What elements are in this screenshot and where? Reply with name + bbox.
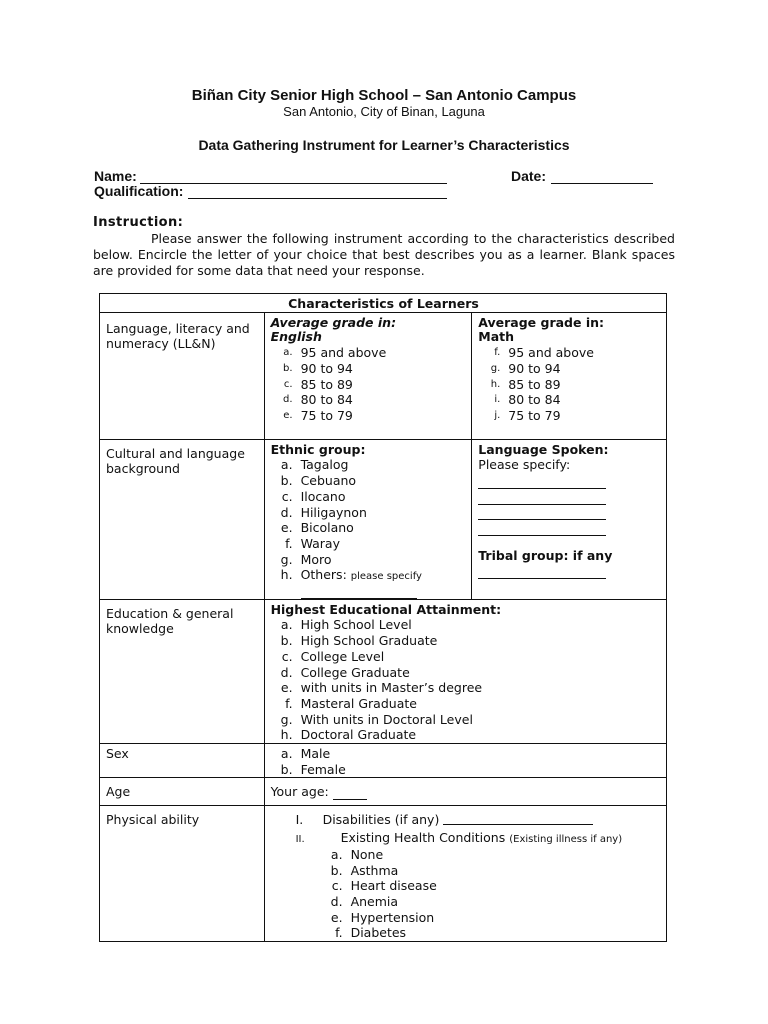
option-letter: b. [330, 862, 343, 878]
option-text: 75 to 79 [300, 407, 353, 423]
option-letter: e. [283, 409, 293, 421]
list-item[interactable] [271, 457, 467, 473]
option-letter: g. [280, 711, 293, 727]
list-item[interactable] [271, 633, 661, 649]
list-item[interactable] [321, 894, 661, 910]
english-heading-line2: English [270, 329, 322, 345]
ethnic-heading: Ethnic group: [270, 441, 366, 457]
option-letter: g. [280, 551, 293, 567]
education-label-text: Education & general knowledge [106, 605, 234, 637]
list-item[interactable] [271, 536, 467, 552]
disabilities-field[interactable] [443, 812, 593, 825]
culture-label [100, 439, 265, 599]
option-letter: e. [280, 520, 293, 536]
disabilities-label: Disabilities (if any) [322, 812, 440, 828]
others-text: Others: [300, 567, 347, 583]
language-heading: Language Spoken: [478, 441, 609, 457]
qualification-label: Qualification: [94, 183, 184, 199]
instruction-paragraph [93, 231, 675, 279]
option-letter: d. [280, 504, 293, 520]
list-item[interactable] [478, 392, 661, 408]
language-field-1[interactable] [478, 476, 606, 489]
option-text: Tagalog [300, 457, 349, 473]
language-specify-label: Please specify: [478, 457, 571, 473]
list-item[interactable] [321, 878, 661, 894]
list-item[interactable] [271, 617, 661, 633]
health-options [271, 847, 661, 941]
list-item[interactable] [321, 863, 661, 879]
option-text: Anemia [350, 893, 399, 909]
others-specify-text: please specify [350, 571, 422, 583]
option-letter: e. [330, 909, 343, 925]
physical-label-text: Physical ability [106, 812, 200, 828]
option-text: 80 to 84 [300, 392, 353, 408]
option-text: None [350, 846, 384, 862]
option-text: Hypertension [350, 909, 435, 925]
option-text: High School Graduate [300, 633, 438, 649]
option-letter: a. [280, 457, 293, 473]
age-label-text: Age [106, 784, 131, 800]
date-label: Date: [511, 168, 547, 184]
option-letter: f. [285, 695, 293, 711]
culture-label-text: Cultural and language background [106, 445, 245, 477]
option-letter: d. [330, 893, 343, 909]
option-letter: f. [285, 535, 293, 551]
option-text: 85 to 89 [508, 376, 561, 392]
option-text: 75 to 79 [508, 407, 561, 423]
education-heading: Highest Educational Attainment: [270, 601, 502, 617]
option-text: with units in Master’s degree [300, 680, 483, 696]
list-item[interactable] [478, 408, 661, 424]
option-text: With units in Doctoral Level [300, 711, 473, 727]
list-item[interactable] [271, 489, 467, 505]
option-letter: b. [280, 761, 293, 777]
option-text: College Graduate [300, 664, 410, 680]
option-text: 95 and above [508, 345, 594, 361]
health-conditions-note: (Existing illness if any) [509, 834, 623, 846]
tribal-heading: Tribal group: if any [478, 547, 613, 563]
option-letter: c. [283, 378, 293, 390]
option-text: Cebuano [300, 473, 357, 489]
education-label [100, 599, 265, 743]
language-field-4[interactable] [478, 523, 606, 536]
education-options [271, 617, 661, 743]
option-letter: a. [280, 617, 293, 633]
option-letter: f. [494, 347, 501, 359]
list-item[interactable] [321, 847, 661, 863]
document-title: Data Gathering Instrument for Learner’s Characteristics [198, 137, 570, 153]
option-text: 90 to 94 [508, 360, 561, 376]
list-item[interactable] [271, 377, 467, 393]
math-options [478, 345, 661, 424]
option-text: Asthma [350, 862, 399, 878]
option-letter: b. [283, 362, 293, 374]
math-heading-line1: Average grade in: [478, 314, 605, 330]
option-letter: b. [280, 633, 293, 649]
lln-label [100, 312, 265, 439]
school-address: San Antonio, City of Binan, Laguna [283, 104, 485, 119]
option-letter: a. [280, 746, 293, 762]
education-cell [264, 599, 666, 743]
list-item[interactable] [271, 361, 467, 377]
option-text: Doctoral Graduate [300, 727, 417, 743]
language-spoken-cell [472, 439, 667, 599]
ethnic-options [271, 457, 467, 567]
name-label: Name: [94, 168, 137, 184]
option-letter: b. [280, 473, 293, 489]
option-letter: d. [283, 394, 293, 406]
option-letter: c. [331, 878, 343, 894]
sex-cell [264, 744, 666, 778]
health-conditions-label: Existing Health Conditions [340, 830, 506, 846]
learner-characteristics-table [99, 293, 667, 942]
physical-label [100, 806, 265, 942]
roman-one: I. [295, 812, 304, 828]
list-item[interactable] [271, 746, 661, 762]
option-letter: d. [280, 664, 293, 680]
age-prompt: Your age: [270, 784, 329, 800]
option-text: 80 to 84 [508, 392, 561, 408]
option-text: 95 and above [300, 345, 387, 361]
option-letter: h. [490, 378, 501, 390]
option-text: Moro [300, 551, 332, 567]
option-letter: h. [280, 567, 293, 583]
age-field[interactable] [333, 787, 367, 800]
list-item[interactable] [478, 377, 661, 393]
list-item[interactable] [271, 762, 661, 778]
option-text: Masteral Graduate [300, 695, 417, 711]
list-item[interactable] [271, 345, 467, 361]
name-field[interactable] [140, 183, 447, 184]
math-heading-line2: Math [478, 329, 515, 345]
option-text: High School Level [300, 617, 412, 633]
option-text: 85 to 89 [300, 376, 353, 392]
qualification-field[interactable] [188, 198, 447, 199]
option-letter: e. [280, 680, 293, 696]
option-text: Heart disease [350, 878, 437, 894]
list-item[interactable] [271, 520, 467, 536]
lln-label-text: Language, literacy and numeracy (LL&N) [106, 320, 250, 352]
option-letter: i. [494, 394, 501, 406]
english-grade-cell [264, 312, 472, 439]
math-grade-cell [472, 312, 667, 439]
option-text: Female [300, 761, 346, 777]
list-item[interactable] [271, 473, 467, 489]
instruction-text: Please answer the following instrument according to the characteristics described below. Encircle the letter of your choice that best describes you as a learner. Blank spaces are provided for some data that need your response. [93, 231, 675, 278]
option-letter: j. [494, 409, 501, 421]
list-item[interactable] [271, 665, 661, 681]
option-letter: c. [281, 488, 293, 504]
language-field-3[interactable] [478, 507, 606, 520]
roman-two: II. [295, 834, 305, 846]
instruction-heading: Instruction: [93, 215, 184, 230]
option-text: Male [300, 746, 331, 762]
list-item[interactable] [271, 392, 467, 408]
option-letter: a. [330, 846, 343, 862]
list-item[interactable] [478, 361, 661, 377]
list-item[interactable] [271, 680, 661, 696]
option-letter: h. [280, 727, 293, 743]
list-item[interactable] [321, 925, 661, 941]
date-field[interactable] [551, 183, 653, 184]
list-item[interactable] [321, 910, 661, 926]
physical-cell [264, 806, 666, 942]
list-item[interactable] [478, 345, 661, 361]
option-text: Diabetes [350, 925, 407, 941]
sex-label-text: Sex [106, 746, 129, 762]
list-item[interactable] [271, 408, 467, 424]
sex-options [271, 746, 661, 777]
tribal-field[interactable] [478, 566, 606, 579]
list-item[interactable] [271, 712, 661, 728]
option-text: Hiligaynon [300, 504, 367, 520]
list-item[interactable] [271, 727, 661, 743]
ethnic-group-cell [264, 439, 472, 599]
list-item[interactable] [271, 505, 467, 521]
list-item[interactable] [271, 696, 661, 712]
option-letter: g. [490, 362, 501, 374]
option-text: Waray [300, 535, 340, 551]
english-options [271, 345, 467, 424]
option-letter: c. [281, 648, 293, 664]
language-field-2[interactable] [478, 492, 606, 505]
option-text: 90 to 94 [300, 360, 353, 376]
list-item[interactable] [271, 552, 467, 568]
option-text: Ilocano [300, 488, 346, 504]
list-item[interactable] [271, 649, 661, 665]
school-name: Biñan City Senior High School – San Antonio Campus [191, 87, 577, 104]
option-letter: a. [283, 347, 293, 359]
option-text: College Level [300, 648, 385, 664]
age-label [100, 778, 265, 806]
table-header: Characteristics of Learners [100, 294, 667, 313]
sex-label [100, 744, 265, 778]
age-cell [264, 778, 666, 806]
others-specify-field[interactable] [301, 586, 417, 599]
option-letter: f. [335, 925, 343, 941]
english-heading-line1: Average grade in: [270, 314, 397, 330]
option-text: Bicolano [300, 520, 354, 536]
